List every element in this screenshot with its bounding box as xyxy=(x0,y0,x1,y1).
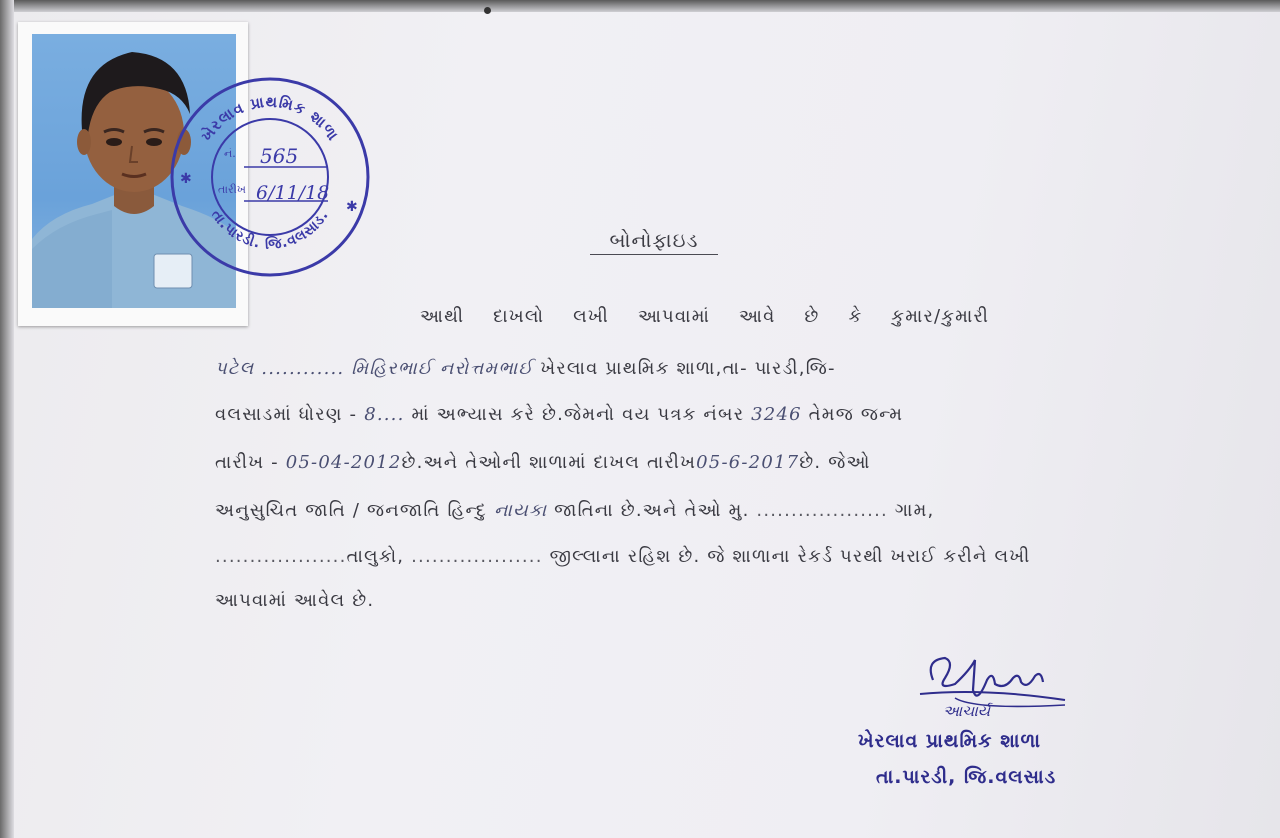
line3-middle: માં અભ્યાસ કરે છે.જેમનો વય પત્રક નંબર xyxy=(411,404,745,425)
admission-date: 05-6-2017 xyxy=(696,452,800,473)
text-line-1: આથી દાખલો લખી આપવામાં આવે છે કે કુમાર/કુમારી xyxy=(420,306,990,327)
text-line-3 xyxy=(215,404,903,425)
district-blank: ................... xyxy=(411,546,543,567)
caste-value: નાયકા xyxy=(493,500,548,521)
seal-star-right: ✱ xyxy=(346,199,358,215)
line4-prefix: તારીખ - xyxy=(215,452,279,473)
line4-suffix: છે. જેઓ xyxy=(799,452,871,473)
signatory-school-name: ખેરલાવ પ્રાથમિક શાળા xyxy=(858,730,1041,752)
text-line-4 xyxy=(215,452,871,473)
certificate-title: બોનોફાઇડ xyxy=(590,228,718,255)
line3-suffix: તેમજ જન્મ xyxy=(808,404,904,425)
seal-top-text: ખેરલાવ પ્રાથમિક શાળા xyxy=(197,92,343,145)
line4-middle: છે.અને તેઓની શાળામાં દાખલ તારીખ xyxy=(401,452,697,473)
principal-signature xyxy=(915,650,1085,720)
line5-middle: જાતિના છે.અને તેઓ મુ. xyxy=(554,500,750,521)
line3-prefix: વલસાડમાં ધોરણ - xyxy=(215,404,358,425)
text-line-2 xyxy=(215,358,836,379)
school-seal-stamp xyxy=(168,75,373,280)
line6-suffix: જીલ્લાના રહિશ છે. જે શાળાના રેકર્ડ પરથી ખરાઈ કરીને લખી xyxy=(549,546,1031,567)
left-edge-shadow xyxy=(0,0,14,838)
student-name: પટેલ ............ મિહિરભાઈ નરોત્તમભાઈ xyxy=(215,358,534,379)
text-line-5 xyxy=(215,500,934,521)
signature-label: આચાર્ય xyxy=(943,702,991,720)
seal-star-left: ✱ xyxy=(180,171,192,187)
seal-number: 565 xyxy=(260,144,299,168)
school-address-part: ખેરલાવ પ્રાથમિક શાળા,તા- પારડી,જિ- xyxy=(540,358,836,379)
village-blank: ................... xyxy=(756,500,888,521)
seal-label-date: તારીખ xyxy=(218,183,246,196)
register-number: 3246 xyxy=(751,404,802,425)
line5-suffix: ગામ, xyxy=(894,500,935,521)
seal-date: 6/11/18 xyxy=(256,182,330,204)
seal-label-number: નં. xyxy=(224,147,236,160)
seal-bottom-text: તા.પારડી. જિ.વલસાડ. xyxy=(207,207,333,253)
standard-value: 8.... xyxy=(364,404,405,425)
text-line-7: આપવામાં આવેલ છે. xyxy=(215,590,375,611)
taluka-blank: ................... xyxy=(215,546,347,567)
top-edge-shadow xyxy=(0,0,1280,12)
text-line-6 xyxy=(215,546,1030,567)
line5-prefix: અનુસુચિત જાતિ / જનજાતિ હિન્દુ xyxy=(215,500,488,521)
pin-hole xyxy=(484,7,491,14)
taluka-label: તાલુકો, xyxy=(346,546,405,567)
birth-date: 05-04-2012 xyxy=(285,452,402,473)
signatory-school-place: તા.પારડી, જિ.વલસાડ xyxy=(876,766,1057,788)
